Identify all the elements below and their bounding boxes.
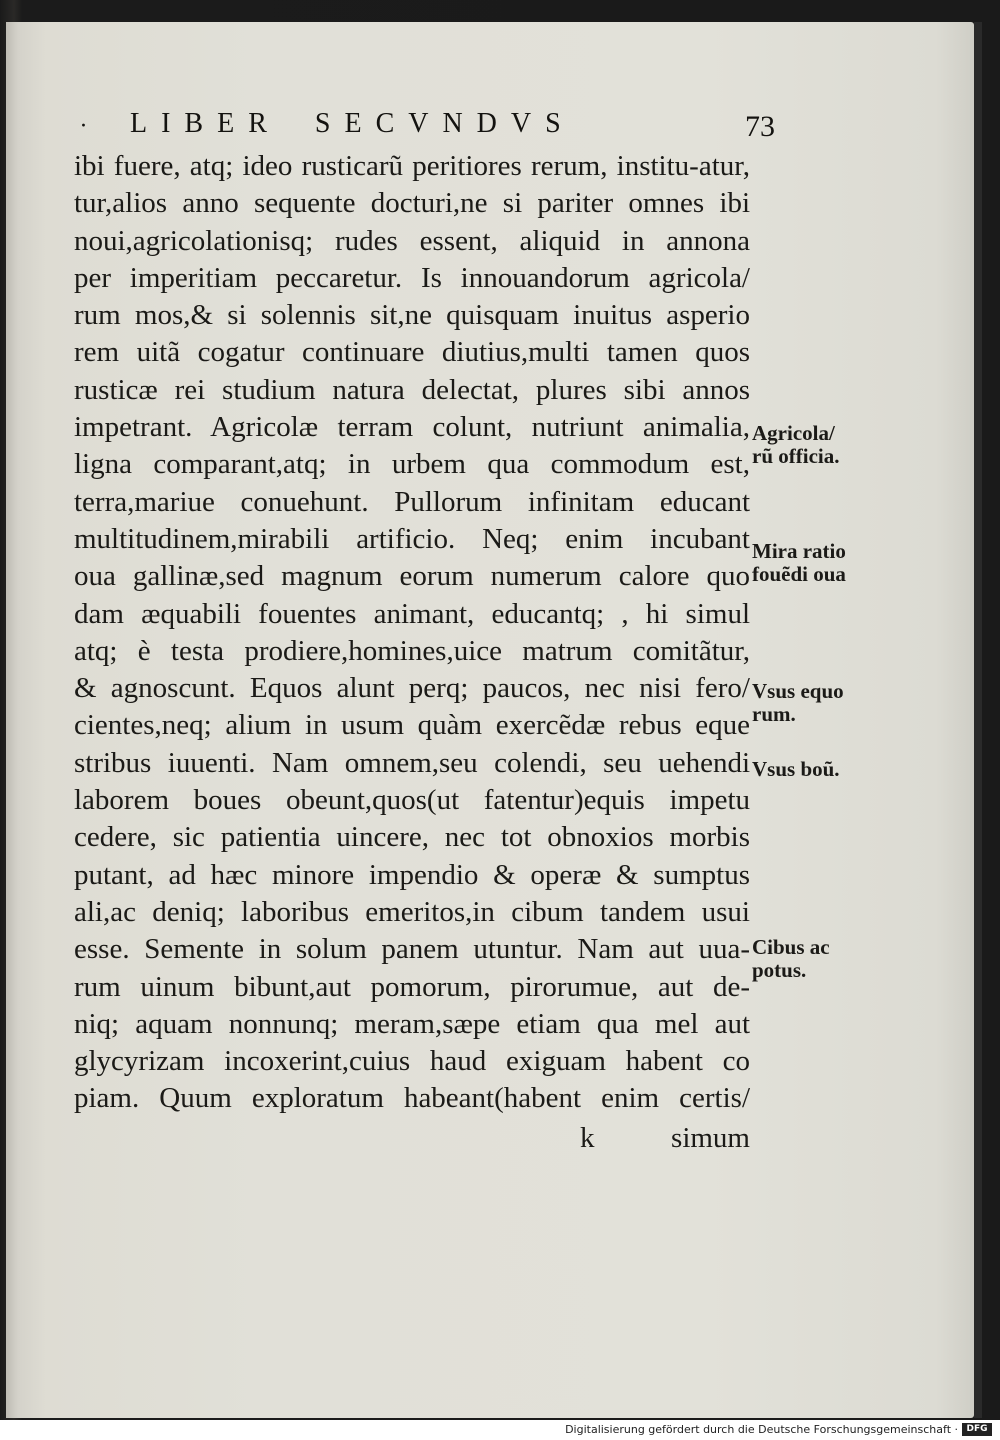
text-line: per imperitiam peccaretur. Is innouandorum agricola/ [74,261,750,294]
text-line: ibi fuere, atq; ideo rusticarũ peritiores rerum, institu-atur, [74,150,750,182]
text-line: glycyrizam incoxerint,cuius haud exiguam habent co [74,1045,750,1078]
text-line: cedere, sic patientia uincere, nec tot obnoxios morbis [74,821,750,854]
text-line: tur,alios anno sequente docturi,ne si pariter omnes ibi [74,187,750,220]
text-line: & agnoscunt. Equos alunt perq; paucos, nec nisi fero/ [74,672,750,705]
margin-note-line: fouẽdi oua [752,562,846,586]
page-edge [974,22,982,1418]
catchword: simum [671,1122,750,1154]
text-line: ligna comparant,atq; in urbem qua commodum est, [74,448,750,481]
text-line: multitudinem,mirabili artificio. Neq; enim incubant [74,522,750,555]
text-line: terra,mariue conuehunt. Pullorum infinitam educant [74,485,750,518]
text-line: stribus iuuenti. Nam omnem,seu colendi, seu uehendi [74,746,750,779]
text-line: rem uitã cogatur continuare diutius,multi tamen quos [74,336,750,369]
text-line: ali,ac deniq; laboribus emeritos,in cibum tandem usui [74,895,750,928]
signature-mark: k [580,1122,595,1154]
text-line: rum uinum bibunt,aut pomorum, pirorumue, aut de- [74,970,750,1003]
text-line: cientes,neq; alium in usum quàm exercẽdæ rebus eque [74,709,750,742]
running-head [70,108,775,148]
text-line: dam æquabili fouentes animant, educantq; , hi simul [74,597,750,630]
footer-strip [0,1420,1000,1440]
margin-note-line: rum. [752,702,796,726]
margin-note-line: Agricola/ [752,421,835,445]
text-line: oua gallinæ,sed magnum eorum numerum calore quo [74,560,750,593]
margin-note-line: potus. [752,958,807,982]
margin-note-line: rũ officia. [752,444,840,468]
text-line: rum mos,& si solennis sit,ne quisquam inuitus asperio [74,299,750,332]
header-ornament: · [80,114,87,139]
margin-note-line: Mira ratio [752,539,846,563]
margin-note-agricolarum-officia [752,422,892,468]
page-number: 73 [745,110,775,143]
signature-catchword-row [74,1122,750,1162]
text-line: esse. Semente in solum panem utuntur. Nam aut uua- [74,933,750,966]
running-title [130,108,575,140]
text-line: noui,agricolationisq; rudes essent, aliquid in annona [74,224,750,257]
margin-note-cibus-ac-potus [752,936,892,982]
margin-note-usus-boum [752,758,892,781]
margin-note-line: Cibus ac [752,935,830,959]
text-line: niq; aquam nonnunq; meram,sæpe etiam qua mel aut [74,1007,750,1040]
margin-note-line: Vsus boũ. [752,757,840,781]
dfg-logo: DFG [962,1423,992,1436]
text-line: atq; è testa prodiere,homines,uice matrum comitãtur, [74,634,750,667]
margin-note-line: Vsus equo [752,679,844,703]
margin-note-usus-equorum [752,680,892,726]
text-line: piam. Quum exploratum habeant(habent enim certis/ [74,1082,750,1115]
funding-credit: Digitalisierung gefördert durch die Deutsche Forschungsgemeinschaft · [565,1423,958,1436]
text-line: putant, ad hæc minore impendio & operæ & sumptus [74,858,750,891]
text-line: laborem boues obeunt,quos(ut fatentur)equis impetu [74,784,750,817]
text-line: impetrant. Agricolæ terram colunt, nutriunt animalia, [74,411,750,444]
text-line: rusticæ rei studium natura delectat, plures sibi annos [74,373,750,406]
running-title-word-1: LIBER [130,108,281,139]
running-title-word-2: SECVNDVS [314,108,575,139]
body-text [74,148,750,1118]
margin-note-mira-ratio [752,540,892,586]
